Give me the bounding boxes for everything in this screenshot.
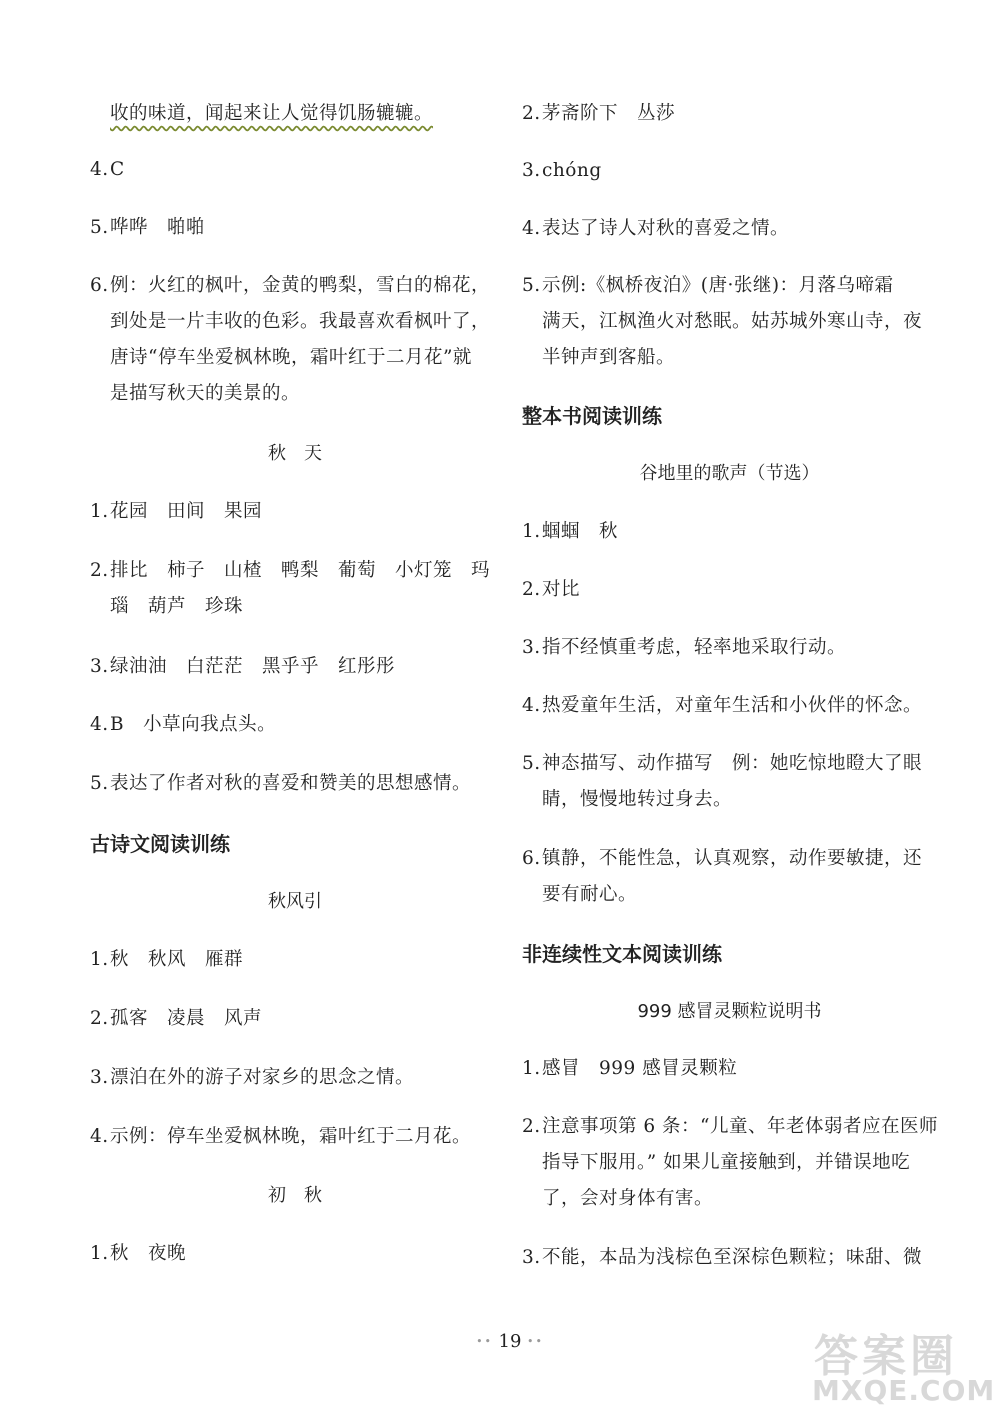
- answer-number: 3.: [90, 656, 109, 677]
- answer-text: 是描写秋天的美景的。: [110, 383, 301, 404]
- answer-number: 3.: [522, 1247, 541, 1268]
- answer-number: 2.: [90, 560, 109, 581]
- answer-text: 漂泊在外的游子对家乡的思念之情。: [110, 1067, 415, 1088]
- answer-number: 2.: [522, 579, 541, 600]
- ganmao-answer-2: [522, 1109, 937, 1217]
- dot-ornament-right: ••: [521, 1335, 544, 1348]
- answer-text: 了，会对身体有害。: [542, 1188, 714, 1209]
- watermark-logo: 答案圈: [814, 1331, 958, 1382]
- watermark: [808, 1320, 996, 1412]
- answer-text: B 小草向我点头。: [110, 714, 277, 735]
- qiufengyin-answer-3: [90, 1060, 500, 1096]
- answer-text: 排比 柿子 山楂 鸭梨 葡萄 小灯笼 玛: [110, 560, 491, 581]
- section-title-gudi: 谷地里的歌声（节选）: [639, 463, 820, 484]
- answer-number: 1.: [522, 1058, 541, 1079]
- page-number: [450, 1330, 570, 1354]
- answer-text: 感冒 999 感冒灵颗粒: [542, 1058, 738, 1079]
- continued-text: 收的味道，闻起来让人觉得饥肠辘辘。: [110, 103, 434, 124]
- answer-number: 3.: [90, 1067, 109, 1088]
- answer-text: 指导下服用。” 如果儿童接触到，并错误地吃: [542, 1152, 911, 1173]
- answer-text: 唐诗“停车坐爱枫林晚，霜叶红于二月花”就: [110, 347, 472, 368]
- answer-number: 5.: [522, 753, 541, 774]
- answer-text: 例：火红的枫叶，金黄的鸭梨，雪白的棉花，: [110, 275, 491, 296]
- answer-text: 注意事项第 6 条：“儿童、年老体弱者应在医师: [542, 1116, 938, 1137]
- answer-text: 茅斋阶下 丛莎: [542, 103, 676, 124]
- chuqiu-answer-5: [522, 268, 937, 376]
- answer-text: 花园 田间 果园: [110, 501, 263, 522]
- answer-number: 4.: [522, 695, 541, 716]
- answer-text: 示例：停车坐爱枫林晚，霜叶红于二月花。: [110, 1126, 472, 1147]
- answer-4: [90, 152, 500, 188]
- answer-text: 瑙 葫芦 珍珠: [110, 596, 244, 617]
- gudi-answer-1: [522, 514, 937, 550]
- continued-line: [90, 96, 500, 132]
- answer-text: 表达了诗人对秋的喜爱之情。: [542, 218, 790, 239]
- answer-number: 4.: [90, 159, 109, 180]
- answer-6: [90, 268, 500, 412]
- chuqiu-answer-4: [522, 211, 937, 247]
- answer-number: 1.: [90, 501, 109, 522]
- answer-number: 6.: [90, 275, 109, 296]
- answer-number: 4.: [522, 218, 541, 239]
- answer-text: 孤客 凌晨 风声: [110, 1008, 263, 1029]
- answer-number: 6.: [522, 848, 541, 869]
- heading-gushiwen: 古诗文阅读训练: [90, 832, 230, 856]
- answer-text: 神态描写、动作描写 例：她吃惊地瞪大了眼: [542, 753, 923, 774]
- chuqiu-answer-2: [522, 96, 937, 132]
- answer-text: 示例:《枫桥夜泊》(唐·张继)：月落乌啼霜: [542, 275, 894, 296]
- answer-text: 不能，本品为浅棕色至深棕色颗粒；味甜、微: [542, 1247, 923, 1268]
- qiutian-answer-5: [90, 766, 500, 802]
- answer-text: C: [110, 159, 125, 180]
- section-title-qiutian: 秋 天: [268, 443, 322, 464]
- answer-text: 满天，江枫渔火对愁眠。姑苏城外寒山寺，夜: [542, 311, 923, 332]
- answer-number: 4.: [90, 1126, 109, 1147]
- gudi-answer-2: [522, 572, 937, 608]
- answer-text: 睛，慢慢地转过身去。: [542, 789, 733, 810]
- gudi-answer-3: [522, 630, 937, 666]
- answer-number: 3.: [522, 637, 541, 658]
- qiutian-answer-1: [90, 494, 500, 530]
- section-title-qiufengyin: 秋风引: [268, 891, 322, 912]
- answer-number: 2.: [522, 1116, 541, 1137]
- gudi-answer-5: [522, 746, 937, 818]
- section-title-ganmao: 999 感冒灵颗粒说明书: [637, 1001, 822, 1022]
- gudi-answer-6: [522, 841, 937, 913]
- qiufengyin-answer-2: [90, 1001, 500, 1037]
- qiufengyin-answer-1: [90, 942, 500, 978]
- section-title-chuqiu: 初 秋: [268, 1185, 322, 1206]
- heading-zhengbenshu: 整本书阅读训练: [522, 404, 662, 428]
- watermark-url: MXQE.COM: [812, 1374, 996, 1407]
- answer-text: 指不经慎重考虑，轻率地采取行动。: [542, 637, 847, 658]
- page-number-text: 19: [498, 1331, 522, 1352]
- answer-number: 1.: [90, 1243, 109, 1264]
- answer-number: 2.: [90, 1008, 109, 1029]
- answer-text: 蝈蝈 秋: [542, 521, 619, 542]
- answer-text: 热爱童年生活，对童年生活和小伙伴的怀念。: [542, 695, 923, 716]
- heading-feilianxu: 非连续性文本阅读训练: [522, 942, 722, 966]
- gudi-answer-4: [522, 688, 937, 724]
- answer-text: 秋 夜晚: [110, 1243, 187, 1264]
- answer-text: 要有耐心。: [542, 884, 638, 905]
- answer-number: 1.: [522, 521, 541, 542]
- answer-number: 5.: [90, 217, 109, 238]
- chuqiu-answer-1: [90, 1236, 500, 1272]
- answer-number: 5.: [90, 773, 109, 794]
- answer-number: 2.: [522, 103, 541, 124]
- answer-5: [90, 210, 500, 246]
- answer-number: 4.: [90, 714, 109, 735]
- answer-number: 1.: [90, 949, 109, 970]
- answer-text: 对比: [542, 579, 581, 600]
- qiutian-answer-4: [90, 707, 500, 743]
- answer-text: 表达了作者对秋的喜爱和赞美的思想感情。: [110, 773, 472, 794]
- qiufengyin-answer-4: [90, 1119, 500, 1155]
- chuqiu-answer-3: [522, 153, 937, 189]
- answer-number: 5.: [522, 275, 541, 296]
- answer-text: 半钟声到客船。: [542, 347, 676, 368]
- answer-text: 秋 秋风 雁群: [110, 949, 244, 970]
- answer-text: 到处是一片丰收的色彩。我最喜欢看枫叶了，: [110, 311, 491, 332]
- ganmao-answer-1: [522, 1051, 937, 1087]
- answer-number: 3.: [522, 160, 541, 181]
- answer-text: chóng: [542, 160, 602, 181]
- qiutian-answer-2: [90, 553, 500, 625]
- qiutian-answer-3: [90, 649, 500, 685]
- ganmao-answer-3: [522, 1240, 937, 1276]
- answer-text: 哗哗 啪啪: [110, 217, 206, 238]
- answer-text: 镇静，不能性急，认真观察，动作要敏捷，还: [542, 848, 923, 869]
- dot-ornament-left: ••: [476, 1335, 499, 1348]
- answer-text: 绿油油 白茫茫 黑乎乎 红彤彤: [110, 656, 396, 677]
